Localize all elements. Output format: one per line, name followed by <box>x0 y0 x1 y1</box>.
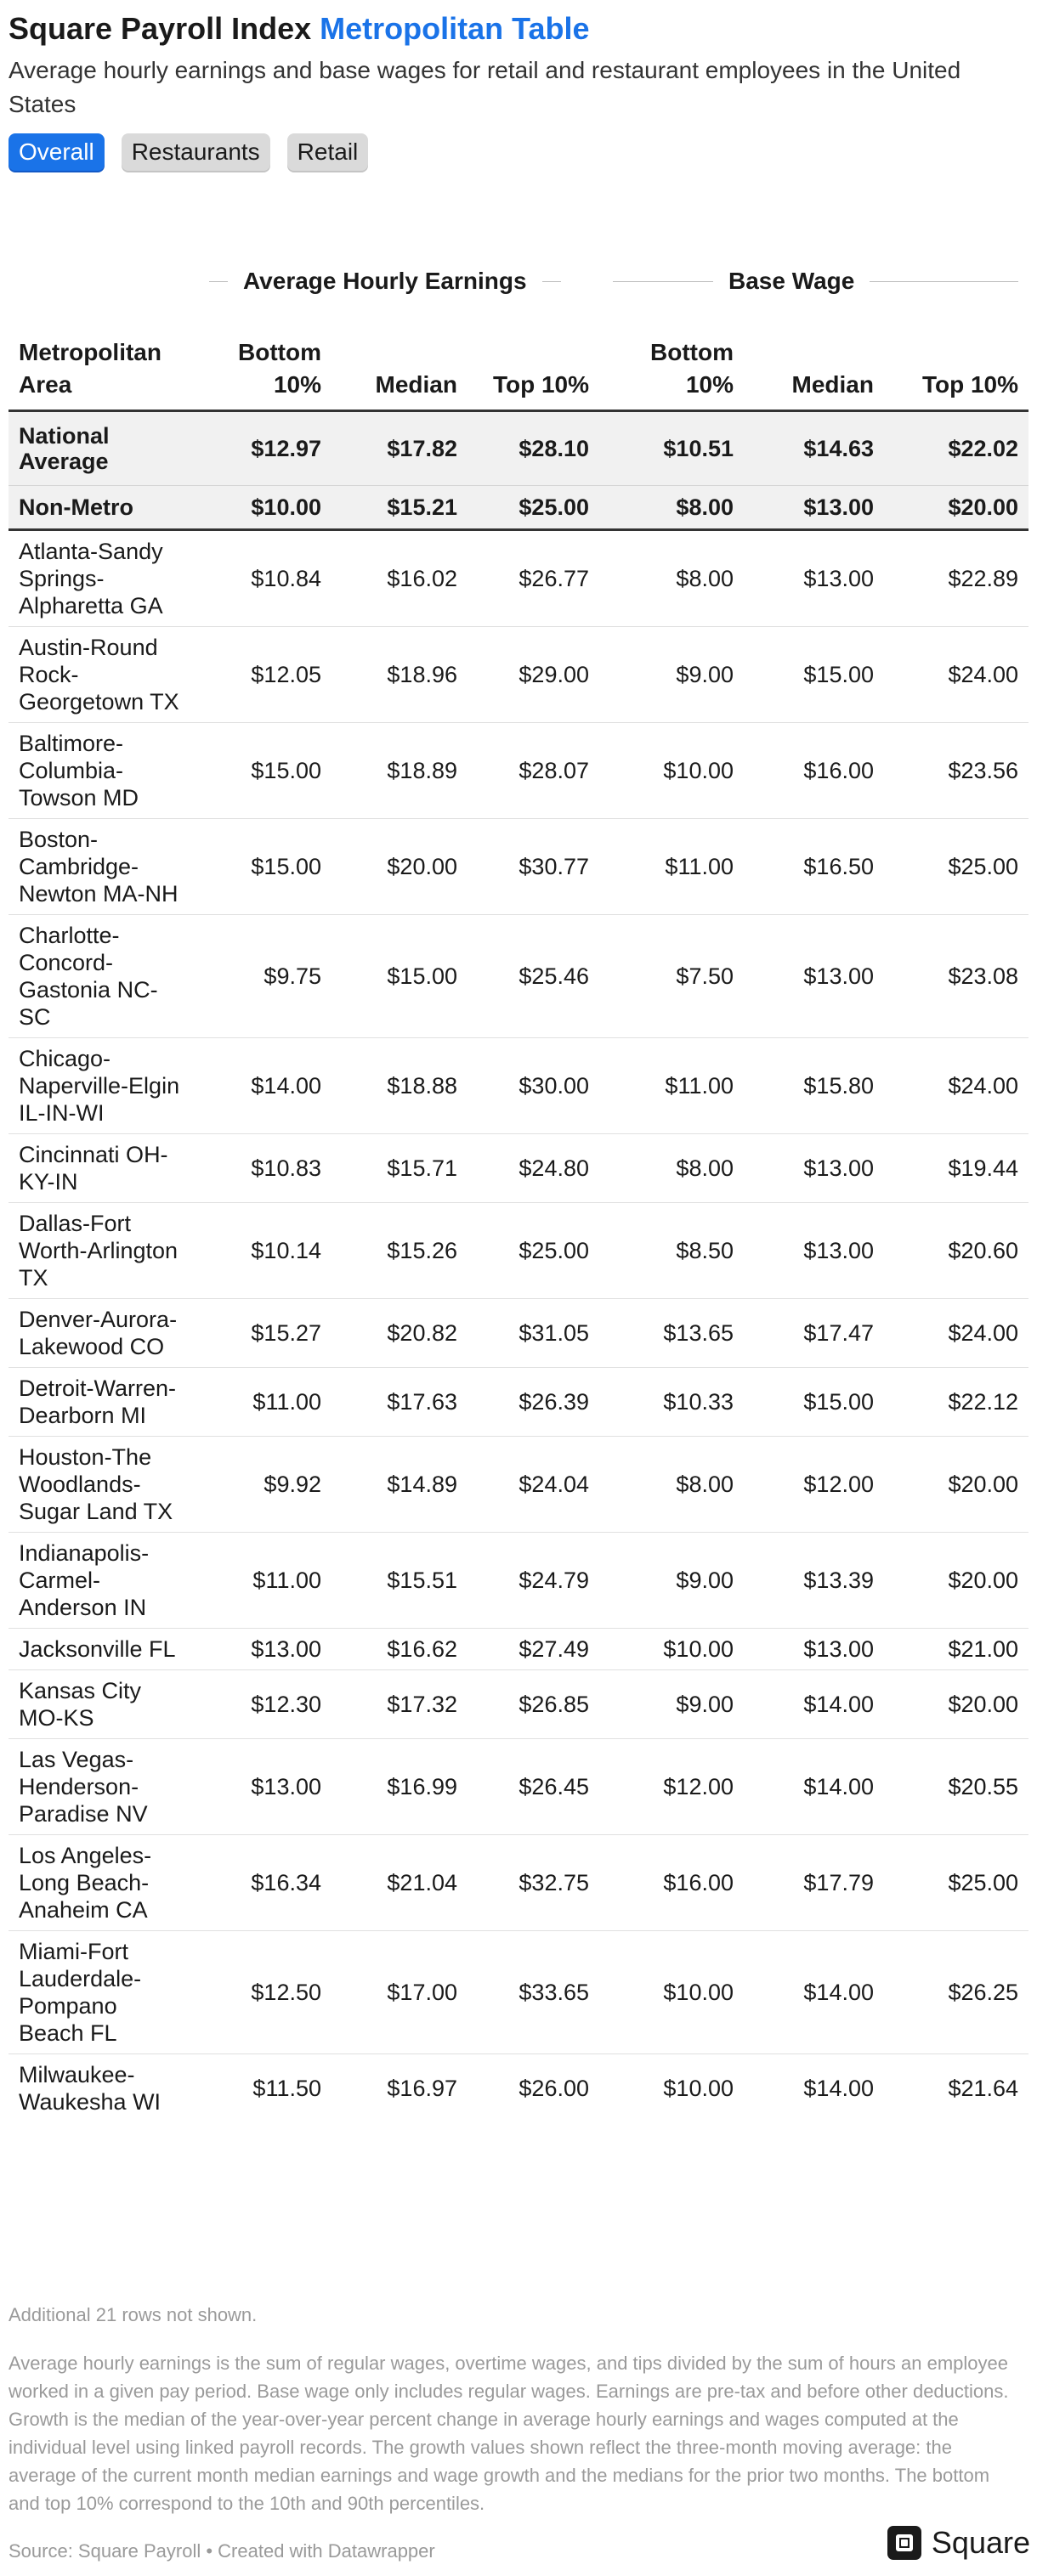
value-cell: $11.00 <box>196 1368 332 1437</box>
value-cell: $10.00 <box>599 723 744 819</box>
col-base-top[interactable]: Top 10% <box>884 316 1028 411</box>
value-cell: $22.12 <box>884 1368 1028 1437</box>
value-cell: $8.50 <box>599 1203 744 1299</box>
value-cell: $17.79 <box>744 1835 884 1931</box>
value-cell: $7.50 <box>599 915 744 1038</box>
value-cell: $9.75 <box>196 915 332 1038</box>
value-cell: $15.51 <box>332 1533 468 1629</box>
value-cell: $28.07 <box>468 723 599 819</box>
table-row <box>8 2054 1028 2123</box>
value-cell: $8.00 <box>599 1437 744 1533</box>
table-row <box>8 530 1028 627</box>
metro-area-cell: Kansas City MO-KS <box>8 1670 196 1739</box>
table-row <box>8 627 1028 723</box>
value-cell: $16.00 <box>599 1835 744 1931</box>
table-row <box>8 1835 1028 1931</box>
col-base-median[interactable]: Median <box>744 316 884 411</box>
table-row <box>8 1533 1028 1629</box>
value-cell: $25.00 <box>884 819 1028 915</box>
value-cell: $15.80 <box>744 1038 884 1134</box>
value-cell: $15.00 <box>196 723 332 819</box>
value-cell: $16.99 <box>332 1739 468 1835</box>
tab-overall[interactable]: Overall <box>8 133 105 171</box>
value-cell: $26.45 <box>468 1739 599 1835</box>
value-cell: $12.30 <box>196 1670 332 1739</box>
value-cell: $9.00 <box>599 1670 744 1739</box>
table-row <box>8 1038 1028 1134</box>
value-cell: $25.46 <box>468 915 599 1038</box>
table-row <box>8 1670 1028 1739</box>
value-cell: $10.14 <box>196 1203 332 1299</box>
value-cell: $13.00 <box>744 1203 884 1299</box>
metro-table <box>8 246 1028 2122</box>
value-cell: $15.00 <box>196 819 332 915</box>
metro-area-cell: Chicago-Naperville-Elgin IL-IN-WI <box>8 1038 196 1134</box>
value-cell: $9.00 <box>599 627 744 723</box>
value-cell: $10.00 <box>599 1629 744 1670</box>
value-cell: $10.33 <box>599 1368 744 1437</box>
value-cell: $14.00 <box>744 1670 884 1739</box>
brand-name: Square <box>931 2525 1030 2560</box>
value-cell: $32.75 <box>468 1835 599 1931</box>
value-cell: $21.04 <box>332 1835 468 1931</box>
value-cell: $10.83 <box>196 1134 332 1203</box>
more-rows-note: Additional 21 rows not shown. <box>8 2304 258 2325</box>
non-metro-row: Non-Metro $10.00 $15.21 $25.00 $8.00 $13.00 $20.00 <box>8 486 1028 530</box>
value-cell: $11.00 <box>599 1038 744 1134</box>
value-cell: $14.00 <box>744 1739 884 1835</box>
value-cell: $20.00 <box>884 1670 1028 1739</box>
value-cell: $14.89 <box>332 1437 468 1533</box>
value-cell: $16.50 <box>744 819 884 915</box>
value-cell: $24.00 <box>884 1299 1028 1368</box>
group-earnings: Average Hourly Earnings <box>196 246 599 316</box>
metro-area-cell: Austin-Round Rock-Georgetown TX <box>8 627 196 723</box>
table-row <box>8 1299 1028 1368</box>
table-row <box>8 1739 1028 1835</box>
brand <box>887 2525 1030 2561</box>
tab-restaurants[interactable]: Restaurants <box>122 133 270 171</box>
value-cell: $26.85 <box>468 1670 599 1739</box>
value-cell: $16.00 <box>744 723 884 819</box>
value-cell: $15.00 <box>744 1368 884 1437</box>
value-cell: $23.08 <box>884 915 1028 1038</box>
value-cell: $13.00 <box>196 1629 332 1670</box>
value-cell: $11.00 <box>196 1533 332 1629</box>
value-cell: $12.50 <box>196 1931 332 2054</box>
table-row <box>8 1931 1028 2054</box>
col-base-bottom[interactable]: Bottom 10% <box>599 316 744 411</box>
value-cell: $10.00 <box>663 2076 734 2101</box>
value-cell: $18.96 <box>332 627 468 723</box>
metro-area-cell: Baltimore-Columbia-Towson MD <box>8 723 196 819</box>
metro-area-cell: Dallas-Fort Worth-Arlington TX <box>8 1203 196 1299</box>
value-cell: $18.88 <box>332 1038 468 1134</box>
metro-area-cell: Cincinnati OH-KY-IN <box>8 1134 196 1203</box>
table-row <box>8 819 1028 915</box>
table-row <box>8 723 1028 819</box>
value-cell: $16.97 <box>387 2076 457 2101</box>
value-cell: $16.34 <box>196 1835 332 1931</box>
filter-tabs <box>8 133 1028 171</box>
value-cell: $12.00 <box>599 1739 744 1835</box>
value-cell: $31.05 <box>468 1299 599 1368</box>
metro-area-cell: Boston-Cambridge-Newton MA-NH <box>8 819 196 915</box>
value-cell: $24.00 <box>884 627 1028 723</box>
value-cell: $8.00 <box>599 1134 744 1203</box>
value-cell: $10.84 <box>196 530 332 627</box>
col-earn-bottom[interactable]: Bottom 10% <box>196 316 332 411</box>
national-average-row: National Average $12.97 $17.82 $28.10 $10.51 $14.63 $22.02 <box>8 411 1028 486</box>
metro-area-cell: Charlotte-Concord-Gastonia NC-SC <box>8 915 196 1038</box>
table-row <box>8 915 1028 1038</box>
value-cell: $9.92 <box>196 1437 332 1533</box>
value-cell: $13.39 <box>744 1533 884 1629</box>
value-cell: $12.00 <box>744 1437 884 1533</box>
group-base-wage: Base Wage <box>599 246 1028 316</box>
metro-area-cell: Indianapolis-Carmel-Anderson IN <box>8 1533 196 1629</box>
value-cell: $23.56 <box>884 723 1028 819</box>
value-cell: $10.00 <box>599 1931 744 2054</box>
group-header-row <box>8 246 1028 316</box>
column-header-row <box>8 316 1028 411</box>
value-cell: $17.32 <box>332 1670 468 1739</box>
table-row <box>8 1629 1028 1670</box>
value-cell: $15.00 <box>332 915 468 1038</box>
value-cell: $14.00 <box>803 2076 874 2101</box>
value-cell: $14.00 <box>196 1038 332 1134</box>
value-cell: $13.00 <box>196 1739 332 1835</box>
value-cell: $30.77 <box>468 819 599 915</box>
value-cell: $21.64 <box>948 2076 1019 2101</box>
title-accent: Metropolitan Table <box>320 11 590 46</box>
footnote: Average hourly earnings is the sum of regular wages, overtime wages, and tips divided by the sum of hours an employee worked in a given pay period. Base wage only includes regular wages. Earnings are pre-tax and before other deductions. Growth is the median of the year-over-year percent change in average hourly earnings and wages computed at the individual level using linked payroll records. The growth values shown reflect the three-month moving average: the average of the current month median earnings and wage growth and the medians for the prior two months. The bottom and top 10% correspond to the 10th and 90th percentiles. <box>8 2353 1009 2514</box>
value-cell: $22.89 <box>884 530 1028 627</box>
title-main: Square Payroll Index <box>8 11 312 46</box>
value-cell: $11.50 <box>252 2076 321 2101</box>
col-earn-top[interactable]: Top 10% <box>468 316 599 411</box>
metro-area-cell: Los Angeles-Long Beach-Anaheim CA <box>8 1835 196 1931</box>
tab-retail[interactable]: Retail <box>287 133 369 171</box>
source-credit: Source: Square Payroll • Created with Datawrapper <box>8 2540 435 2562</box>
page-subtitle: Average hourly earnings and base wages for retail and restaurant employees in the United States <box>8 57 961 117</box>
value-cell: $27.49 <box>468 1629 599 1670</box>
metro-area-cell: Jacksonville FL <box>8 1629 196 1670</box>
metro-area-cell: Denver-Aurora-Lakewood CO <box>8 1299 196 1368</box>
table-row <box>8 1134 1028 1203</box>
value-cell: $26.39 <box>468 1368 599 1437</box>
page <box>8 0 1028 2115</box>
value-cell: $12.05 <box>196 627 332 723</box>
value-cell: $20.60 <box>884 1203 1028 1299</box>
value-cell: $16.02 <box>332 530 468 627</box>
value-cell: $20.00 <box>884 1533 1028 1629</box>
value-cell: $20.55 <box>884 1739 1028 1835</box>
value-cell: $8.00 <box>599 530 744 627</box>
col-earn-median[interactable]: Median <box>332 316 468 411</box>
value-cell: $15.71 <box>332 1134 468 1203</box>
square-logo-icon <box>887 2526 921 2560</box>
value-cell: $25.00 <box>884 1835 1028 1931</box>
value-cell: $20.82 <box>332 1299 468 1368</box>
value-cell: $16.62 <box>332 1629 468 1670</box>
value-cell: $15.26 <box>332 1203 468 1299</box>
value-cell: $15.27 <box>196 1299 332 1368</box>
value-cell: $9.00 <box>599 1533 744 1629</box>
value-cell: $21.00 <box>884 1629 1028 1670</box>
value-cell: $13.00 <box>744 915 884 1038</box>
value-cell: $24.80 <box>468 1134 599 1203</box>
value-cell: $26.25 <box>884 1931 1028 2054</box>
value-cell: $30.00 <box>468 1038 599 1134</box>
value-cell: $13.00 <box>744 1629 884 1670</box>
value-cell: $24.04 <box>468 1437 599 1533</box>
value-cell: $11.00 <box>599 819 744 915</box>
value-cell: $13.00 <box>744 530 884 627</box>
value-cell: $17.47 <box>744 1299 884 1368</box>
metro-area-cell: Detroit-Warren-Dearborn MI <box>8 1368 196 1437</box>
table-row <box>8 1437 1028 1533</box>
value-cell: $15.00 <box>744 627 884 723</box>
metro-area-cell: Las Vegas-Henderson-Paradise NV <box>8 1739 196 1835</box>
value-cell: $20.00 <box>332 819 468 915</box>
value-cell: $33.65 <box>468 1931 599 2054</box>
value-cell: $17.00 <box>332 1931 468 2054</box>
metro-area-cell: Miami-Fort Lauderdale-Pompano Beach FL <box>8 1931 196 2054</box>
value-cell: $26.00 <box>518 2076 589 2101</box>
value-cell: $14.00 <box>744 1931 884 2054</box>
col-metro-area[interactable]: Metropolitan Area <box>8 316 196 411</box>
metro-area-cell: Atlanta-Sandy Springs-Alpharetta GA <box>8 530 196 627</box>
table-row <box>8 1368 1028 1437</box>
value-cell: $25.00 <box>468 1203 599 1299</box>
metro-area-cell: Houston-The Woodlands-Sugar Land TX <box>8 1437 196 1533</box>
value-cell: $13.65 <box>599 1299 744 1368</box>
table-row <box>8 1203 1028 1299</box>
page-title <box>8 9 1028 48</box>
value-cell: $17.63 <box>332 1368 468 1437</box>
value-cell: $26.77 <box>468 530 599 627</box>
value-cell: $20.00 <box>884 1437 1028 1533</box>
value-cell: $19.44 <box>884 1134 1028 1203</box>
value-cell: $24.00 <box>884 1038 1028 1134</box>
value-cell: $29.00 <box>468 627 599 723</box>
value-cell: $13.00 <box>744 1134 884 1203</box>
value-cell: $18.89 <box>332 723 468 819</box>
value-cell: $24.79 <box>468 1533 599 1629</box>
metro-area-cell: Milwaukee-Waukesha WI <box>19 2062 162 2115</box>
